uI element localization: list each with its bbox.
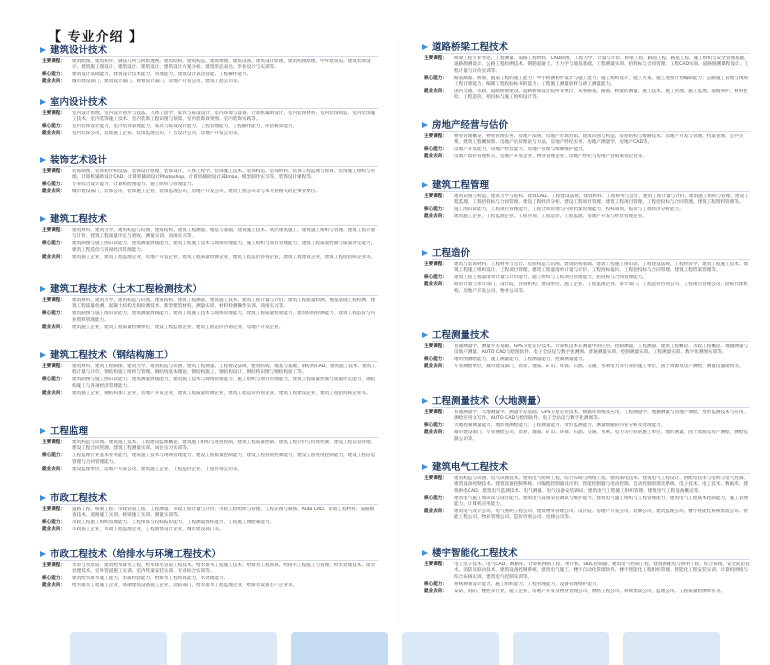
- main-courses-row: [424, 194, 750, 207]
- core-abilities-row: [42, 241, 378, 254]
- career-direction-text: 室内装饰公司，装饰施工企业，装饰监理公司，广告设计公司，房地产开发公司等。: [72, 131, 242, 137]
- major-section: [420, 248, 750, 295]
- core-abilities-row: [42, 453, 378, 466]
- career-direction-label: 就业去向：: [42, 254, 65, 260]
- career-direction-label: 就业去向：: [424, 588, 447, 594]
- career-direction-label: 就业去向：: [42, 466, 65, 472]
- career-direction-text: 建筑施工企业，钢结构加工企业，房地产开发企业，建筑工程质量检测企业，建筑工程造价咨询企业，建筑工程建设企业，建筑工程招投标企业等。: [72, 390, 371, 396]
- major-section: [38, 493, 378, 534]
- main-courses-row: [42, 563, 378, 576]
- core-abilities-label: 核心能力：: [42, 72, 65, 78]
- main-courses-label: 主要课程：: [424, 194, 447, 199]
- career-direction-row: [42, 131, 378, 137]
- main-courses-label: 主要课程：: [42, 507, 65, 512]
- core-abilities-label: 核心能力：: [424, 495, 447, 501]
- main-courses-text: 物业管理概论、物业管理实务、房地产法规、房地产市场营销、建筑识图与构造、房屋结构与维修技术、房地产开发与管理、档案管理、公共关系、建筑工程概预算、房地产估价理论与方法、房地产经纪实务、房地产测量学、房地产CAD等。: [454, 134, 744, 146]
- career-direction-text: 建筑施工企业、工程监理企业、工程咨询、工程造价、工程监理、房地产开发与经营管理企业。: [454, 214, 647, 220]
- core-abilities-label: 核心能力：: [42, 377, 65, 383]
- core-abilities-text: 路基路面、桥梁、隧道工程的施工能力；中小桥涵初步设计与施工能力；施工组织设计、施工方案、施工进度计划编制能力；公路施工管理与现场工程计算能力；编制工程投标标书的能力；工程施工测量放样与竣工测量能力。: [454, 75, 749, 88]
- career-direction-label: 就业去向：: [424, 214, 447, 220]
- core-abilities-row: [42, 72, 378, 78]
- major-title: 工程监理: [38, 426, 378, 437]
- main-courses-row: [424, 344, 750, 357]
- career-direction-row: [424, 509, 750, 522]
- main-courses-row: [42, 440, 378, 453]
- core-abilities-row: [42, 124, 378, 130]
- core-abilities-text: 建筑制图与施工图识读能力，建筑测量放线能力，建筑工程施工技术与现场管理能力，建筑工程质量检验能力，建筑结构检测能力，建筑工程造价与内业资料管理能力。: [72, 311, 376, 323]
- major-title: 工程造价: [420, 248, 750, 259]
- career-direction-label: 就业去向：: [424, 509, 447, 515]
- major-section: [38, 549, 378, 590]
- core-abilities-text: 工程监理行业基本业务能力，建筑施工技术与现场管理能力，建设工程质量控制能力，建设工程投资控制能力，建设工程进度控制能力，建设工程信息管理与合同管理能力。: [72, 453, 376, 465]
- core-abilities-row: [424, 496, 750, 509]
- main-courses-row: [42, 59, 378, 72]
- core-abilities-text: 施工图识读能力，工程项目管理能力，工程合同管理与内业档案管理能力，投标策划，报价与工程经济分析能力。: [454, 207, 684, 213]
- core-abilities-row: [42, 520, 378, 526]
- career-direction-label: 就业去向：: [42, 583, 65, 589]
- career-direction-row: [424, 282, 750, 295]
- main-courses-text: 道路工程、桥梁工程、市政管道工程、工程测量、市政工程计量与计价、市政工程组织与管理、工程识图与制图、Auto CAD、市政工程材料、道路勘查技术、道路施工实训、桥梁施工实训、测量实训等。: [72, 507, 375, 519]
- major-title: 楼宇智能化工程技术: [420, 548, 750, 559]
- major-title: 道路桥梁工程技术: [420, 42, 750, 53]
- core-abilities-row: [42, 182, 378, 188]
- main-courses-label: 主要课程：: [424, 134, 447, 139]
- core-abilities-row: [424, 76, 750, 89]
- core-abilities-row: [424, 207, 750, 213]
- core-abilities-text: 专业综合设计能力，计算机绘图能力，施工组织与管理能力。: [72, 182, 197, 188]
- career-direction-label: 就业去向：: [424, 154, 447, 160]
- major-title: 建筑工程技术（钢结构施工）: [38, 350, 378, 361]
- core-abilities-label: 核心能力：: [424, 147, 447, 153]
- core-abilities-text: 大地控制测量能力，地形图测绘能力，工程测量能力，变形监测能力，测量数据的内业分析及处理能力。: [454, 423, 666, 429]
- core-abilities-label: 核心能力：: [424, 357, 447, 363]
- main-courses-row: [424, 134, 750, 147]
- career-direction-text: 房地产政府管理机关、房地产开发企业、物业管理企业、房地产经纪与房地产营销策划企业等。: [454, 154, 647, 160]
- core-abilities-row: [424, 582, 750, 588]
- major-title: 市政工程技术: [38, 493, 378, 504]
- career-direction-row: [42, 467, 378, 473]
- core-abilities-text: 系统规划设计能力、施工组织能力、工程管理能力、设备管理维护能力。: [454, 581, 602, 587]
- main-courses-label: 主要课程：: [42, 440, 65, 445]
- main-courses-label: 主要课程：: [424, 476, 447, 481]
- core-abilities-text: 建筑制图与施工图识读能力，建筑测量放线能力，建筑施工技术与现场管理能力，施工组织与项目管理能力，建筑工程质量控制与质量评定能力，钢结构施工与各项经济管理能力。: [72, 377, 376, 389]
- core-abilities-text: 建筑设计基础能力，建筑设计技术能力，管理能力，建筑设计表达技能，工程操作能力。: [72, 72, 252, 78]
- main-courses-row: [42, 507, 378, 520]
- core-abilities-label: 核心能力：: [424, 423, 447, 429]
- major-section: [38, 45, 378, 86]
- career-direction-text: 城市建设部门，装饰公司，装饰施工企业，装饰监理公司，房地产开发公司，建筑工程公司等与本专业相关的企事业单位。: [72, 189, 321, 195]
- main-courses-row: [42, 364, 378, 377]
- core-abilities-label: 核心能力：: [424, 207, 447, 213]
- core-abilities-label: 核心能力：: [424, 581, 447, 587]
- main-courses-text: 室内设计原理、室内设计初步与技法、人体工程学、家具与陈设设计、室内环境与设备、计算机辅助设计、室内装饰材料、室内装饰构造、室内装饰施工技术、室内装饰施工技术、室内装饰工程识图与预算、室内装饰效果图、室内装饰实践等。: [72, 111, 376, 123]
- major-title: 工程测量技术（大地测量）: [420, 396, 750, 407]
- main-courses-label: 主要课程：: [42, 563, 65, 568]
- main-courses-text: 普通测量学、大地测量学、测量平差基础、GPS卫星定位技术、数据库原理及应用、工程测量学、地籍测量与房地产测绘、变形监测技术与应用、测绘应用文写作、AUTO CAD与绘图软件、电子全站仪与数字化测图等。: [454, 410, 749, 422]
- career-direction-label: 就业去向：: [424, 430, 447, 436]
- footer-block: [623, 632, 720, 665]
- main-courses-text: 建筑与装饰材料、工程财务与会计、房屋构造与识图、建筑结构基础、建筑工程施工图识读、工程建设法规、工程经济学、建筑工程施工技术、建筑工程施工组织设计、工程项目管理、建筑工程量清单计量与计价、工程投标报价、工程招投标与合同管理、建筑工程档案管理等。: [454, 262, 749, 274]
- core-abilities-label: 核心能力：: [42, 453, 65, 459]
- major-section: [420, 396, 750, 443]
- main-courses-text: 建筑绘图、建筑初步、画法几何与阴影透视、建筑结构、建筑构造、建筑物理、建筑设备、建筑设计原理、建筑构图原理、中外建筑史、建筑装饰设计、建筑施工图设计、建筑设计、建筑设计、建筑设计方案分析、建筑形态表达、毕业设计与实训等。: [72, 59, 371, 71]
- core-abilities-row: [424, 147, 750, 153]
- main-courses-label: 主要课程：: [42, 59, 65, 64]
- career-direction-text: 市政施工企业，市政工程监理企业，工程勘察设计企业，城市建设部门等。: [72, 527, 224, 533]
- career-direction-row: [424, 89, 750, 102]
- major-section: [38, 426, 378, 473]
- main-courses-text: 水泵与水泵站、建筑给水排水工程、给水排水管道工程技术、给水排水工程施工技术、给排水工程预算、给排水工程施工与管理、给水处理技术、废水处理技术、室外管道施工实训、室内管道安装实训、专业综合实训等。: [72, 563, 376, 575]
- footer-block: [291, 632, 388, 665]
- career-direction-label: 就业去向：: [42, 390, 65, 396]
- major-title: 建筑工程技术: [38, 214, 378, 225]
- major-title: 室内设计技术: [38, 97, 378, 108]
- main-courses-text: 装饰制图、装饰初步和技法、装饰设计原理、装饰设计、人体工程学、装饰施工技术、装饰构造、装饰材料、装饰工程监理与预算、装饰施工组织与管理、计算机辅助设计CAD、计算机辅助设计Photoshop、计算机辅助设计3Dmax、模型制作实习等，装饰设计课程等。: [72, 169, 376, 181]
- main-courses-text: 建筑识图与构造、建筑力学与结构、建筑CAD、工程建设法规、建筑材料、工程财务与会计、建筑工程计量与计价、建筑施工组织与管理、建设工程监理、工程招投标与合同管理、建设工程经济分析、建设工程项目管理、建筑工程项目管理、工程招投标与合同管理、建筑工程资料管理等。: [454, 194, 749, 206]
- major-title: 建筑工程技术（土木工程检测技术）: [38, 284, 378, 295]
- major-section: [420, 330, 750, 371]
- main-courses-row: [424, 262, 750, 275]
- career-direction-row: [42, 189, 378, 195]
- main-courses-label: 主要课程：: [424, 344, 447, 349]
- career-direction-row: [424, 364, 750, 370]
- main-courses-label: 主要课程：: [42, 364, 65, 369]
- major-section: [38, 97, 378, 138]
- career-direction-text: 建筑施工企业，建筑工程质量检测单位，建设工程监理企业，建筑工程造价咨询企业，房地产开发企业。: [72, 324, 284, 330]
- main-courses-row: [42, 298, 378, 311]
- core-abilities-label: 核心能力：: [424, 275, 447, 281]
- core-abilities-label: 核心能力：: [42, 311, 65, 317]
- core-abilities-text: 建筑工程工程量清单计量与计价能力，施工组织与工程项目管理能力，招投标与合同管理能力。: [454, 275, 647, 281]
- career-direction-row: [42, 255, 378, 261]
- core-abilities-row: [42, 311, 378, 324]
- page-title: 【 专业介绍 】: [48, 30, 144, 45]
- main-courses-text: 建筑构造与识图、建筑施工技术、工程建设监理概论、建筑施工组织与进度控制、建筑工程质量控制、建筑工程计价与投资控制、建设工程信息管理、建设工程合同管理、建筑工程测量实训、岗位实习实训等。: [72, 440, 376, 452]
- main-courses-label: 主要课程：: [42, 169, 65, 174]
- career-direction-row: [42, 583, 378, 589]
- major-section: [38, 155, 378, 196]
- main-courses-row: [42, 169, 378, 182]
- column-divider: [398, 40, 399, 620]
- footer-block: [70, 632, 167, 665]
- main-courses-text: 桥梁工程专业导论、工程测量、道路工程材料、CAD制图、工程力学、计量与计价、桥梁工程、路面工程、路基工程、施工组织与安全管理基础、道路勘测设计、公路工程检测技术、钢筋混凝土、土力学与地基基础、工程测量实训、招投标与合同管理、工程CAD实训、道路勘测课程设计、工程计量与计价实训等。: [454, 56, 749, 74]
- major-section: [420, 120, 750, 161]
- core-abilities-text: 房地产开发能力，房地产经营能力，房地产管理与维修维护能力。: [454, 147, 588, 153]
- footer-decoration: [70, 632, 720, 665]
- core-abilities-row: [424, 423, 750, 429]
- major-section: [420, 42, 750, 102]
- career-direction-label: 就业去向：: [42, 324, 65, 330]
- main-courses-text: 普通测量学、测量平差基础、GPS卫星定位技术、计算机技术在测量中的应用、控制测量、工程测量、建筑工程概论、市政工程概论、地籍测量与房地产测量、AUTO CAD与绘图软件、电子全站仪与数字化测图、普通测量实训、控制测量实训、工程测量实训、数字化测图实训等。: [454, 344, 749, 356]
- career-direction-text: 政府计划与审计部门，设计院，咨询机构、建设单位、施工企业、工程监理企业、审计部门、工程造价咨询公司、工程项目管理公司、招标代理机构、房地产开发公司、物业公司等。: [454, 282, 749, 294]
- main-courses-row: [424, 562, 750, 581]
- career-direction-text: 安防、消防、楼控等行业，施工企业、房地产开发及物业管理公司、网络工程公司、系统集成公司、监理公司、工程质量检测单位等。: [454, 588, 726, 594]
- main-courses-row: [424, 56, 750, 75]
- core-abilities-text: 室内装饰设计能力，室内装饰表现能力，家具与陈设设计能力，工程管理能力，工程操作能力，评估核算能力。: [72, 124, 298, 130]
- core-abilities-text: 建筑给水排水施工能力，水质检验能力，给排水工程预算能力，水处理能力。: [72, 576, 229, 582]
- core-abilities-text: 建筑制图与施工图识读能力，建筑测量放线能力，建筑工程施工技术与现场管理能力，施工组织与项目管理能力，建筑工程质量控制与质量评定能力，建筑工程造价与各项经济管理能力。: [72, 241, 376, 253]
- major-title: 装饰艺术设计: [38, 155, 378, 166]
- career-direction-text: 建筑电气设计公司、电气照明工程公司、建筑物业管理公司、设计院、房地产开发公司、装修公司、建筑监理公司、楼宇智能化系统集成公司、智能工程公司、物业管理公司、造价咨询公司、电梯公司等。: [454, 509, 749, 521]
- career-direction-row: [42, 79, 378, 85]
- footer-block: [402, 632, 499, 665]
- career-direction-text: 国内交通、市政、道路桥梁建设、道路桥梁设计院所等单位，从事路基、路面、桥梁的测量、施工技术、施工管理、施工监理、道路养护、材料化检、工程造价、招投标与施工组织设计等。: [454, 89, 749, 101]
- main-courses-text: 电工电子技术、电气CAD、数据库、计算机网络工程、单片机、DDC控制器、建筑电气控制工程、建筑供配电与照明工程、综合布线、安全防范技术、消防及联动技术、建筑设备控制系统、建筑电气施工、楼宇自动化管理软件、楼宇智能化工程组织管理、智能化工程安装实训、计算机网络与综合布线实训、建筑电气控制实训等。: [454, 562, 750, 580]
- core-abilities-text: 建筑电气施工图识读与设计能力，建筑电气设备安装调试与维护能力，建筑电气施工组织与工程管理能力，建筑电气工程成本控制能力，施工管理能力，计算机应用能力。: [454, 495, 749, 508]
- career-direction-label: 就业去向：: [42, 79, 65, 85]
- main-courses-label: 主要课程：: [424, 262, 447, 267]
- career-direction-label: 就业去向：: [42, 131, 65, 137]
- career-direction-text: 城市建设部门，专业测绘公司，农业、地质、矿山、环保、石油、交通、水利、电力等行业的施工单位，地形测量，国土资源及房产测绘，测绘仪器公司等。: [454, 430, 749, 442]
- core-abilities-text: 市政工程施工组织管理能力，工程预算与投标报价能力，工程测量放样能力，工程施工图绘制能力。: [72, 520, 275, 526]
- core-abilities-label: 核心能力：: [424, 75, 447, 81]
- major-section: [420, 180, 750, 221]
- main-courses-label: 主要课程：: [42, 298, 65, 303]
- core-abilities-label: 核心能力：: [42, 182, 65, 188]
- footer-block: [513, 632, 610, 665]
- main-courses-text: 建筑材料、建筑工程制图、建筑力学、建筑构造与识图、建筑工程测量、工程建设法规、建筑结构、地基与基础、钢结构CAD、建筑施工技术、建筑工程计量与计价、钢结构施工组织与管理、钢结构基本理论、钢结构施工、钢结构设计、钢结构识图与钢结构加工等。: [72, 364, 376, 376]
- core-abilities-text: 地形图测绘能力，施工测量能力，工程测量能力，控制测量能力。: [454, 357, 588, 363]
- core-abilities-row: [424, 275, 750, 281]
- career-direction-row: [42, 527, 378, 533]
- main-courses-text: 建筑材料、建筑力学、建筑构造与识图、建筑结构、建筑工程测量、地基与基础、建筑施工技术、高层建筑施工、建筑施工组织与管理、建筑工程计量与计价、建筑工程质量评定与验收、测量实训、顶岗实习等。: [72, 228, 376, 240]
- core-abilities-label: 核心能力：: [42, 520, 65, 526]
- core-abilities-row: [42, 377, 378, 390]
- major-title: 工程测量技术: [420, 330, 750, 341]
- major-section: [38, 214, 378, 261]
- career-direction-row: [42, 325, 378, 331]
- main-courses-row: [42, 228, 378, 241]
- main-courses-row: [424, 410, 750, 423]
- career-direction-label: 就业去向：: [42, 189, 65, 195]
- major-section: [420, 548, 750, 595]
- major-title: 市政工程技术（给排水与环境工程技术）: [38, 549, 378, 560]
- main-courses-row: [42, 111, 378, 124]
- career-direction-row: [424, 154, 750, 160]
- major-title: 房地产经营与估价: [420, 120, 750, 131]
- main-courses-label: 主要课程：: [42, 228, 65, 233]
- career-direction-text: 城市建设部门，建筑设计部门，规划设计部门，房地产开发公司，建筑工程公司等。: [72, 79, 242, 85]
- career-direction-label: 就业去向：: [424, 89, 447, 95]
- career-direction-label: 就业去向：: [42, 527, 65, 533]
- career-direction-row: [424, 430, 750, 443]
- major-section: [38, 284, 378, 331]
- core-abilities-row: [42, 576, 378, 582]
- main-courses-text: 建筑材料、建筑力学、建筑构造与识图、建筑结构、建筑工程测量、建筑施工技术、建筑工程计量与计价、建筑工程质量检测、地基基础工程检测、建筑工程质量检测、混凝土结构无损检测技术、新型建筑材料、测量实训、材料检测操作实训、顶岗实习等。: [72, 298, 376, 310]
- major-section: [420, 462, 750, 522]
- career-direction-row: [42, 391, 378, 397]
- career-direction-label: 就业去向：: [424, 282, 447, 288]
- main-courses-row: [424, 476, 750, 495]
- major-section: [38, 350, 378, 397]
- career-direction-text: 建设监理单位，房地产开发公司，建筑施工企业，工程造价企业，工程咨询公司等。: [72, 466, 242, 472]
- career-direction-text: 给水排水工程施工企业，高端建筑设备施工企业，消防部门，给水排水工程监理企业，给排水设备生产企业等。: [72, 583, 298, 589]
- major-title: 建筑工程管理: [420, 180, 750, 191]
- core-abilities-label: 核心能力：: [42, 124, 65, 130]
- core-abilities-label: 核心能力：: [42, 241, 65, 247]
- core-abilities-row: [424, 357, 750, 363]
- major-title: 建筑电气工程技术: [420, 462, 750, 473]
- core-abilities-label: 核心能力：: [42, 576, 65, 582]
- main-courses-label: 主要课程：: [424, 562, 447, 567]
- main-courses-label: 主要课程：: [424, 410, 447, 415]
- footer-block: [181, 632, 278, 665]
- major-title: 建筑设计技术: [38, 45, 378, 56]
- main-courses-label: 主要课程：: [424, 56, 447, 61]
- career-direction-text: 专业测绘单位，城市建设部门，农业、地质、矿山、环保、石油、交通、水利电力等行业的施工单位，国土资源及房产测绘，测量仪器销售等。: [454, 364, 744, 370]
- career-direction-row: [424, 214, 750, 220]
- main-courses-text: 建筑构造与识图、电气识图技术、建筑电气照明工程、综合布线与网络工程、建筑弱电技术、建筑电气工程设计、供配电技术与电机与电气控制、建筑设备控制技术、建筑设备控制系统、可编程控制器及应用、智能控制器与电动控制、自动控制原理及系统、电子技术、电工技术、数据库、建筑供电CAD、建筑电气监测技术、电气测量、电气设备安装调试、建筑电气工程施工组织管理、建筑电气工程设备概论等。: [454, 476, 749, 494]
- career-direction-label: 就业去向：: [424, 364, 447, 370]
- main-courses-label: 主要课程：: [42, 111, 65, 116]
- career-direction-row: [424, 589, 750, 595]
- career-direction-text: 建筑施工企业，建筑工程监理企业，房地产开发企业，建筑工程质量检测企业，建筑工程造价咨询企业，建筑工程建设企业，建筑工程招投标企业等。: [72, 254, 376, 260]
